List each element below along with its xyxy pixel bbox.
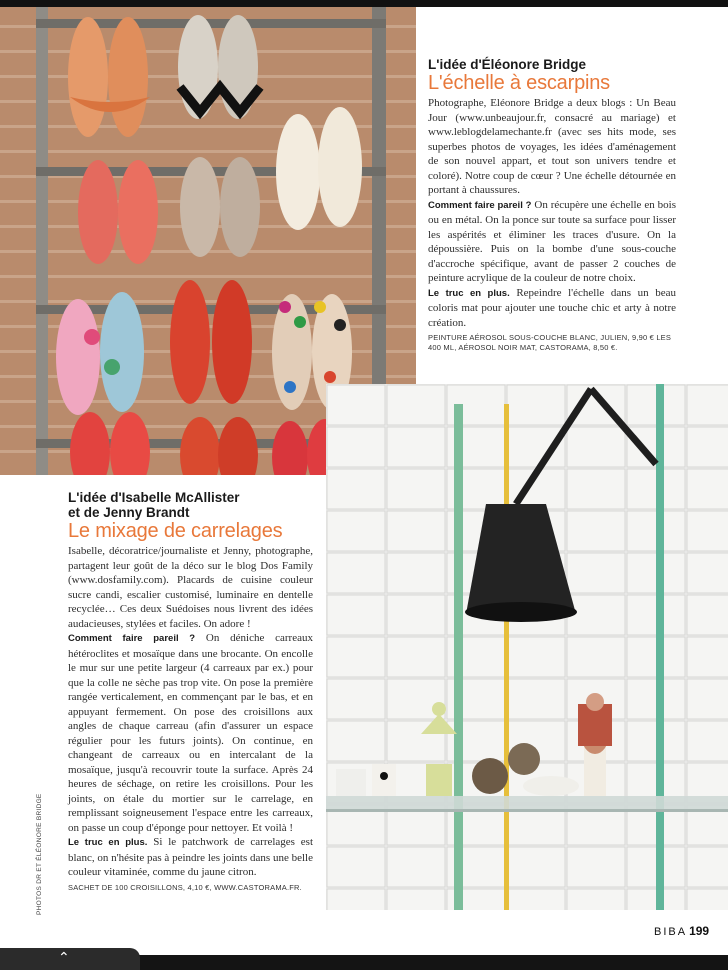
article-ladder-body [428,96,676,330]
article-ladder-title: L'échelle à escarpins [428,72,610,94]
photo-credit: PHOTOS DR ET ÉLÉONORE BRIDGE [36,793,43,915]
article-tiles-intro: Isabelle, décoratrice/journaliste et Jenny, photographe, partagent leur goût de la déco sur le blog Dos Family (www.dosfamily.com). Placards de cuisine couleur sucre candi, escalier customisé, luminaire en dentelle recyclée… Ces deux Suédoises nous livrent des idées audacieuses, stylées et faciles. On adore ! [68,545,313,630]
tip-label: Le truc en plus. [428,287,510,299]
how-to-text: On déniche carreaux hétéroclites et mosaïque dans une brocante. On encolle le mur sur une petite largeur (4 carreaux par ex.) pour que la colle ne sèche pas trop vite. On pose la première rangée verticalement, en commençant par le bas, et en appuyant fermement. On pose des croisillons aux angles de chaque carreau (afin d'assurer un espace régulier pour les futurs joints). On continue, en changeant de carreaux ou en intercalant de la mosaïque, jusqu'à recouvrir toute la surface. Après 24 heures de séchage, on retire les croisillons. Pour les joints, on étale du mortier sur le carrelage, en remplissant soigneusement l'espace entre les carreaux, on passe un coup d'éponge pour nettoyer. Et voilà ! [68,632,313,834]
page-folio [654,924,709,938]
article-tiles-credit: SACHET DE 100 CROISILLONS, 4,10 €, WWW.CASTORAMA.FR. [68,882,302,892]
how-to-label: Comment faire pareil ? [428,199,532,211]
article-ladder-tip [428,286,676,331]
tip-text: Repeindre l'échelle dans un beau coloris mat pour ajouter une touche chic et arty à notre création. [428,286,676,329]
article-ladder-how [428,198,676,286]
article-tiles-tip [68,835,313,880]
tile-wall-photo [326,384,728,910]
how-to-text: On récupère une échelle en bois ou en métal. On la ponce sur toute sa surface pour lisser les aspérités et éliminer les traces d'usure. On la dépoussière. Puis on la bombe d'une sous-couche d'accroche spécifique, avant de passer 2 couches de peinture acrylique de la couleur de notre choix. [428,198,676,284]
magazine-name: BIBA [654,926,688,938]
tip-text: Si le patchwork de carrelages est blanc, on n'hésite pas à peindre les joints dans une belle couleur vitaminée, comme du jaune citron. [68,836,313,878]
article-tiles-kicker-line2: et de Jenny Brandt [68,505,190,520]
article-ladder-intro: Photographe, Eléonore Bridge a deux blogs : Un Beau Jour (www.unbeaujour.fr, consacré au mariage) et www.leblogdelamechante.fr (avec ses hits mode, ses superbes photos de voyages, les idées d'aménagement de son nouvel appart, et tout son univers tendre et coloré). Notre coup de cœur ? Une échelle détournée en portant à chaussures. [428,97,676,196]
article-tiles [68,490,313,893]
top-bar [0,0,728,7]
chevron-up-icon[interactable]: ⌃ [58,950,70,966]
article-tiles-kicker-line1: L'idée d'Isabelle McAllister [68,490,240,505]
how-to-label: Comment faire pareil ? [68,633,196,644]
tip-label: Le truc en plus. [68,837,148,848]
article-tiles-body [68,544,313,880]
article-ladder [428,57,676,353]
article-tiles-how [68,631,313,835]
page-nav-tab[interactable] [0,948,140,970]
article-ladder-kicker: L'idée d'Éléonore Bridge [428,57,586,72]
page-number: 199 [689,924,710,938]
article-tiles-title: Le mixage de carrelages [68,520,283,542]
article-ladder-credit: PEINTURE AÉROSOL SOUS-COUCHE BLANC, JULIEN, 9,90 € LES 400 ML, AÉROSOL NOIR MAT, CASTORAMA, 8,50 €. [428,333,672,352]
